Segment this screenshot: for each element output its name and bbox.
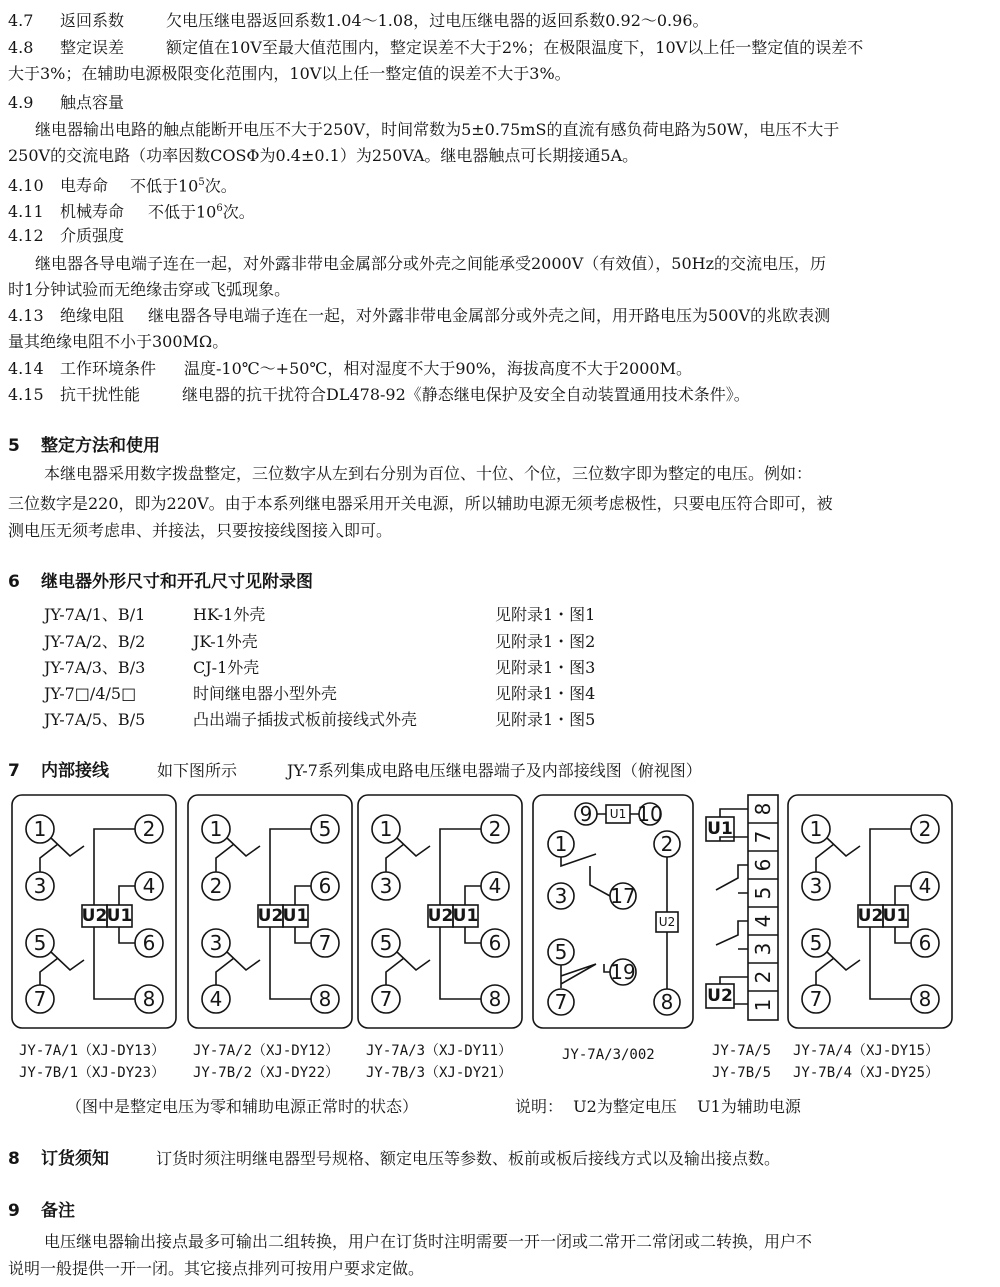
terminal-label: 8 <box>488 987 502 1011</box>
paragraph-line: 说明一般提供一开一闭。其它接点排列可按用户要求定做。 <box>8 1259 425 1278</box>
terminal-label: 6 <box>751 858 775 872</box>
terminal-label: 7 <box>379 987 393 1011</box>
terminal-label: 3 <box>379 874 393 898</box>
contact-switch <box>816 838 860 985</box>
item-title: 触点容量 <box>60 93 125 112</box>
section-7-heading <box>8 760 702 782</box>
terminal-label: 4 <box>918 874 932 898</box>
diagram-2 <box>188 795 352 1028</box>
terminal-label: 3 <box>33 874 47 898</box>
terminal-label: 1 <box>554 832 568 856</box>
section-title: 继电器外形尺寸和开孔尺寸见附录图 <box>41 572 313 592</box>
terminal-label: 3 <box>209 931 223 955</box>
diagram-3-caption: JY-7A/3（XJ-DY11） <box>366 1043 513 1059</box>
item-title: 抗干扰性能 <box>60 385 141 404</box>
item-4-11 <box>8 198 255 223</box>
item-4-7 <box>8 10 709 32</box>
item-text-continued: 量其绝缘电阻不小于300MΩ。 <box>8 332 229 351</box>
exponent: 6 <box>216 203 223 214</box>
terminal-label: 7 <box>318 931 332 955</box>
item-4-13 <box>8 305 830 327</box>
u1-label: U1 <box>106 906 133 926</box>
appendix-model: JY-7A/3、B/3 <box>44 658 146 677</box>
diagram-1-caption: JY-7A/1（XJ-DY13） <box>19 1043 166 1059</box>
section-8-heading <box>8 1148 780 1170</box>
item-4-8 <box>8 37 863 59</box>
item-text-tail: 次。 <box>204 176 237 196</box>
diagram-caption: JY-7系列集成电路电压继电器端子及内部接线图（俯视图） <box>287 761 702 780</box>
item-text: 温度-10℃～+50℃，相对湿度不大于90%，海拔高度不大于2000M。 <box>184 359 692 378</box>
item-text: 继电器的抗干扰符合DL478-92《静态继电保护及安全自动装置通用技术条件》。 <box>182 385 750 404</box>
item-number: 4.15 <box>8 385 44 404</box>
appendix-case: CJ-1外壳 <box>193 658 260 677</box>
terminal-label: 3 <box>751 942 775 956</box>
contact-switch <box>561 854 610 988</box>
item-4-9 <box>8 92 124 114</box>
item-title: 整定误差 <box>60 38 125 57</box>
item-4-14 <box>8 358 692 380</box>
item-number: 4.7 <box>8 11 34 30</box>
terminal-label: 3 <box>809 874 823 898</box>
terminal-label: 1 <box>809 817 823 841</box>
section-number: 6 <box>8 572 20 592</box>
item-text: 欠电压继电器返回系数1.04～1.08，过电压继电器的返回系数0.92～0.96。 <box>166 11 709 30</box>
contact-switch <box>716 865 748 949</box>
terminal-label: 6 <box>488 931 502 955</box>
item-text-tail: 次。 <box>222 202 255 222</box>
terminal-label: 1 <box>33 817 47 841</box>
appendix-ref: 见附录1・图3 <box>495 658 596 677</box>
section-number: 5 <box>8 436 20 456</box>
terminal-label: 6 <box>142 931 156 955</box>
item-number: 4.10 <box>8 176 44 196</box>
appendix-case: 凸出端子插拔式板前接线式外壳 <box>193 710 418 729</box>
terminal-label: 8 <box>751 802 775 816</box>
appendix-model: JY-7A/2、B/2 <box>44 632 146 651</box>
paragraph-line: 继电器输出电路的触点能断开电压不大于250V，时间常数为5±0.75mS的直流有感负荷电路为50W，电压不大于 <box>35 120 840 139</box>
terminal-label: 8 <box>318 987 332 1011</box>
terminal-label: 2 <box>918 817 932 841</box>
u1-label: U1 <box>452 906 479 926</box>
section-title: 整定方法和使用 <box>41 436 160 456</box>
terminal-label: 5 <box>318 817 332 841</box>
appendix-ref: 见附录1・图5 <box>495 710 596 729</box>
terminal-label: 2 <box>660 832 674 856</box>
terminal-label: 5 <box>554 940 568 964</box>
diagram-1-caption: JY-7B/1（XJ-DY23） <box>19 1065 166 1081</box>
terminal-label: 2 <box>488 817 502 841</box>
terminal-label: 5 <box>809 931 823 955</box>
diagram-6-caption: JY-7A/4（XJ-DY15） <box>793 1043 940 1059</box>
diagram-3-caption: JY-7B/3（XJ-DY21） <box>366 1065 513 1081</box>
diagram-2-caption: JY-7B/2（XJ-DY22） <box>193 1065 340 1081</box>
terminal-label: 4 <box>488 874 502 898</box>
item-4-12 <box>8 225 124 247</box>
terminal-label: 3 <box>554 884 568 908</box>
diagram-note: （图中是整定电压为零和辅助电源正常时的状态） <box>66 1097 419 1116</box>
item-title: 工作环境条件 <box>60 359 157 378</box>
diagram-4 <box>533 795 693 1028</box>
u1-label: U1 <box>609 807 627 821</box>
u2-label: U2 <box>658 915 676 929</box>
section-title: 订货须知 <box>41 1149 109 1169</box>
item-text: 不低于10 <box>130 176 199 196</box>
appendix-ref: 见附录1・图4 <box>495 684 596 703</box>
terminal-label: 8 <box>918 987 932 1011</box>
appendix-case: JK-1外壳 <box>193 632 258 651</box>
terminal-label: 6 <box>918 931 932 955</box>
item-title: 绝缘电阻 <box>60 306 125 325</box>
terminal-label: 7 <box>751 830 775 844</box>
paragraph-line: 继电器各导电端子连在一起，对外露非带电金属部分或外壳之间能承受2000V（有效值），50Hz的交流电压，历 <box>35 254 827 273</box>
diagram-5 <box>706 795 778 1020</box>
terminal-label: 4 <box>209 987 223 1011</box>
appendix-model: JY-7A/5、B/5 <box>44 710 146 729</box>
terminal-label: 7 <box>33 987 47 1011</box>
paragraph-line: 电压继电器输出接点最多可输出二组转换，用户在订货时注明需要一开一闭或二常开二常闭或二转换，用户不 <box>44 1232 813 1251</box>
section-number: 9 <box>8 1201 20 1221</box>
u2-label: U2 <box>427 906 454 926</box>
paragraph-line: 本继电器采用数字拨盘整定，三位数字从左到右分别为百位、十位、个位，三位数字即为整定的电压。例如： <box>44 464 813 483</box>
appendix-case: 时间继电器小型外壳 <box>193 684 338 703</box>
terminal-label: 8 <box>660 990 674 1014</box>
contact-switch <box>386 838 430 985</box>
item-title: 返回系数 <box>60 11 125 30</box>
terminal-label: 7 <box>809 987 823 1011</box>
item-title: 机械寿命 <box>60 202 125 222</box>
terminal-label: 4 <box>751 914 775 928</box>
item-text-continued: 大于3%；在辅助电源极限变化范围内，10V以上任一整定值的误差不大于3%。 <box>8 64 571 83</box>
item-4-10 <box>8 172 237 197</box>
paragraph-line: 测电压无须考虑串、并接法，只要按接线图接入即可。 <box>8 521 393 540</box>
diagram-6-caption: JY-7B/4（XJ-DY25） <box>793 1065 940 1081</box>
terminal-label: 4 <box>142 874 156 898</box>
appendix-case: HK-1外壳 <box>193 605 266 624</box>
terminal-label: 19 <box>610 960 636 984</box>
terminal-label: 1 <box>751 998 775 1012</box>
exponent: 5 <box>198 177 205 188</box>
contact-switch <box>216 838 260 985</box>
item-number: 4.12 <box>8 226 44 245</box>
terminal-label: 10 <box>637 802 663 826</box>
item-4-15 <box>8 384 750 406</box>
appendix-ref: 见附录1・图2 <box>495 632 596 651</box>
paragraph-line: 时1分钟试验而无绝缘击穿或飞弧现象。 <box>8 280 291 299</box>
item-text: 额定值在10V至最大值范围内，整定误差不大于2%；在极限温度下，10V以上任一整定值的误差不 <box>166 38 864 57</box>
paragraph-line: 250V的交流电路（功率因数COSΦ为0.4±0.1）为250VA。继电器触点可长期接通5A。 <box>8 146 639 165</box>
diagram-1 <box>12 795 176 1028</box>
diagram-2-caption: JY-7A/2（XJ-DY12） <box>193 1043 340 1059</box>
item-number: 4.9 <box>8 93 34 112</box>
diagram-5-caption: JY-7B/5 <box>712 1065 772 1081</box>
section-5-heading <box>8 435 160 457</box>
section-title: 备注 <box>41 1201 75 1221</box>
terminal-label: 6 <box>318 874 332 898</box>
item-number: 4.13 <box>8 306 44 325</box>
terminal-label: 5 <box>751 886 775 900</box>
contact-switch <box>40 838 84 985</box>
diagram-5-caption: JY-7A/5 <box>712 1043 772 1059</box>
u1-label: U1 <box>282 906 309 926</box>
terminal-label: 17 <box>610 884 636 908</box>
u1-label: U1 <box>707 819 733 839</box>
paragraph-line: 三位数字是220，即为220V。由于本系列继电器采用开关电源，所以辅助电源无须考虑极性，只要电压符合即可，被 <box>8 494 833 513</box>
terminal-label: 5 <box>379 931 393 955</box>
u2-label: U2 <box>707 986 733 1006</box>
strip-dividers <box>748 823 778 991</box>
terminal-label: 7 <box>554 990 568 1014</box>
item-number: 4.8 <box>8 38 34 57</box>
item-title: 介质强度 <box>60 226 125 245</box>
item-text: 不低于10 <box>148 202 217 222</box>
appendix-model: JY-7A/1、B/1 <box>44 605 146 624</box>
diagram-4-caption: JY-7A/3/002 <box>562 1047 655 1063</box>
diagram-legend: 说明： U2为整定电压 U1为辅助电源 <box>515 1097 801 1116</box>
item-text: 继电器各导电端子连在一起，对外露非带电金属部分或外壳之间，用开路电压为500V的兆欧表测 <box>148 306 831 325</box>
section-title: 内部接线 <box>41 761 109 781</box>
terminal-label: 9 <box>579 802 593 826</box>
section-subtitle: 如下图所示 <box>157 761 238 780</box>
u2-label: U2 <box>257 906 284 926</box>
item-title: 电寿命 <box>60 176 109 196</box>
u2-label: U2 <box>857 906 884 926</box>
item-number: 4.11 <box>8 202 44 222</box>
terminal-label: 2 <box>209 874 223 898</box>
terminal-label: 1 <box>379 817 393 841</box>
diagram-3 <box>358 795 522 1028</box>
terminal-label: 5 <box>33 931 47 955</box>
terminal-label: 8 <box>142 987 156 1011</box>
u2-label: U2 <box>81 906 108 926</box>
terminal-label: 2 <box>142 817 156 841</box>
section-6-heading <box>8 571 313 593</box>
item-number: 4.14 <box>8 359 44 378</box>
wiring-diagrams <box>0 788 1000 1033</box>
appendix-model: JY-7□/4/5□ <box>44 684 137 703</box>
section-number: 7 <box>8 761 20 781</box>
section-text: 订货时须注明继电器型号规格、额定电压等参数、板前或板后接线方式以及输出接点数。 <box>156 1149 781 1168</box>
section-number: 8 <box>8 1149 20 1169</box>
section-9-heading <box>8 1200 75 1222</box>
diagram-6 <box>788 795 952 1028</box>
terminal-label: 2 <box>751 970 775 984</box>
appendix-ref: 见附录1・图1 <box>495 605 596 624</box>
u1-label: U1 <box>882 906 909 926</box>
terminal-label: 1 <box>209 817 223 841</box>
